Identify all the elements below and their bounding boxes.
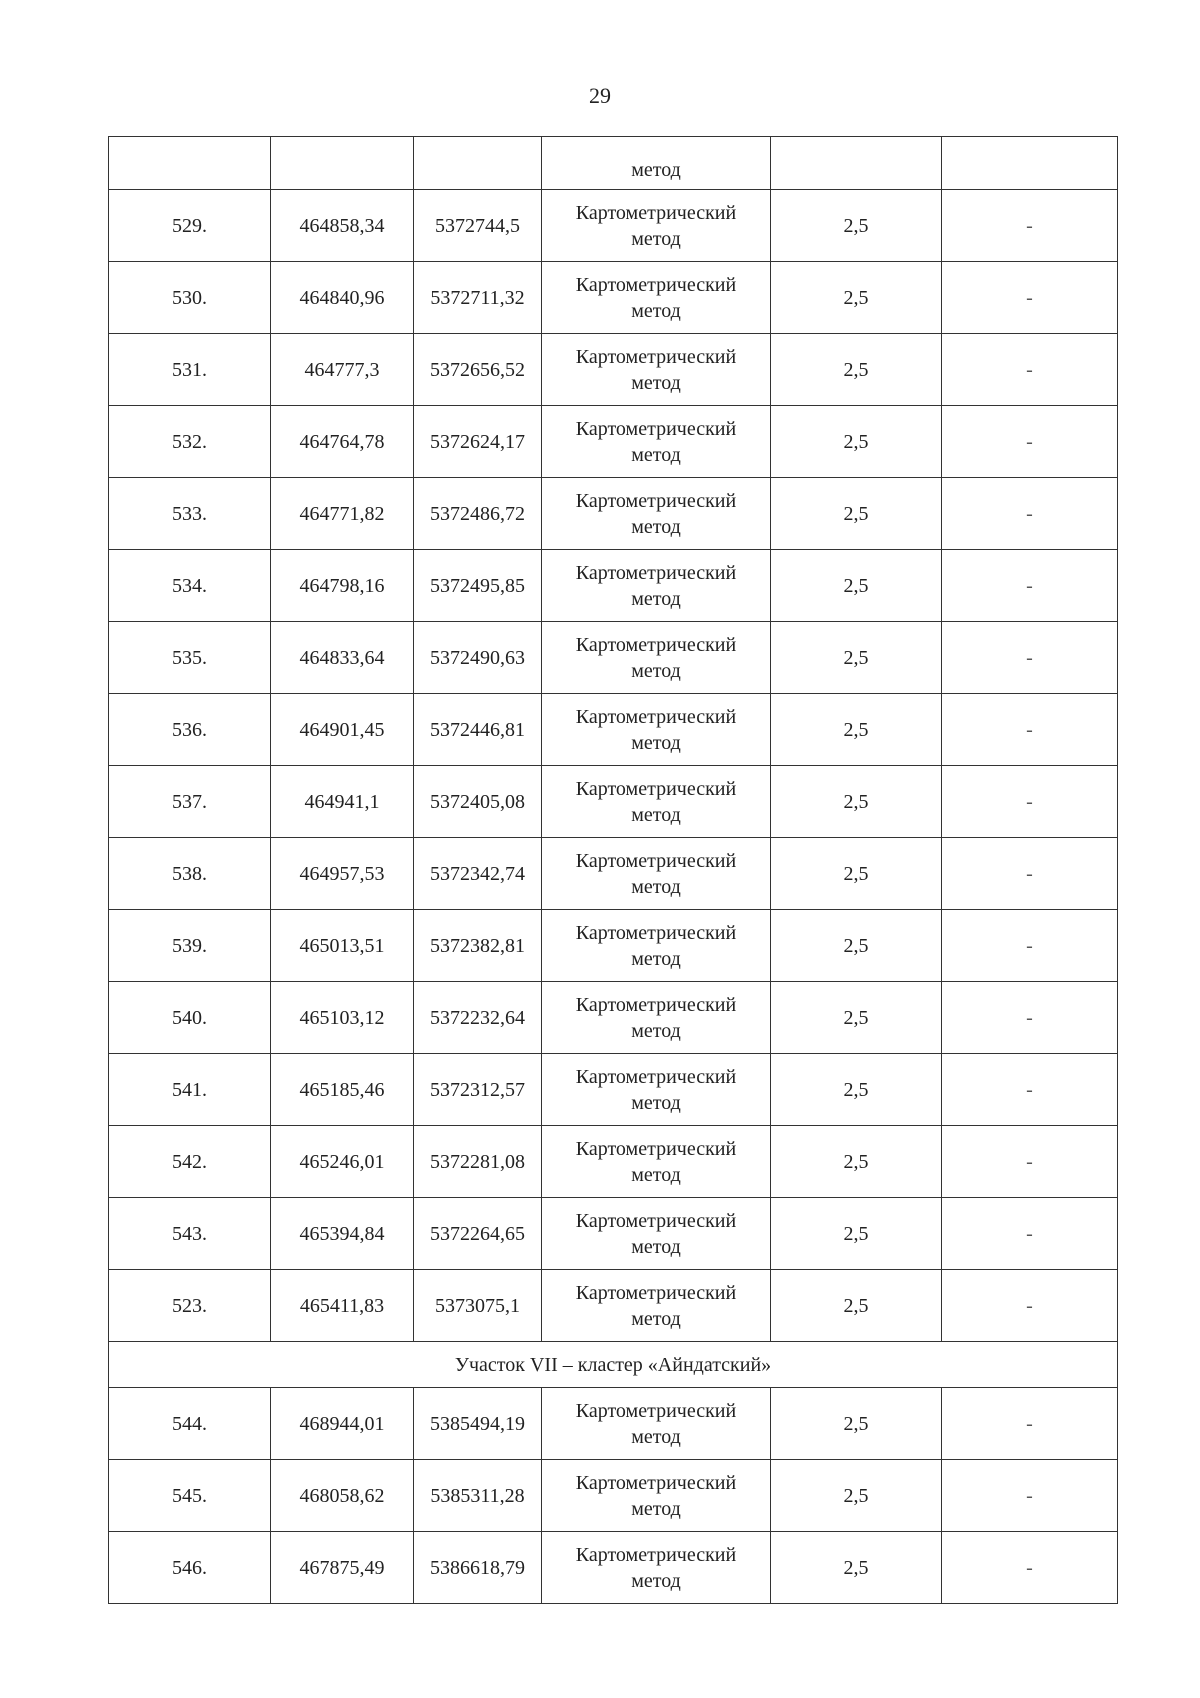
cell-point-number: 540. — [109, 982, 271, 1054]
cell-description — [942, 137, 1118, 190]
cell-x-coordinate — [271, 137, 414, 190]
table-row — [109, 1532, 1118, 1604]
method-line-2: метод — [631, 1425, 681, 1448]
cell-x-coordinate: 464901,45 — [271, 694, 414, 766]
cell-y-coordinate: 5385311,28 — [414, 1460, 542, 1532]
cell-description: - — [942, 982, 1118, 1054]
cell-point-number — [109, 137, 271, 190]
method-line-2: метод — [631, 1019, 681, 1042]
cell-x-coordinate: 465411,83 — [271, 1270, 414, 1342]
cell-x-coordinate: 465103,12 — [271, 982, 414, 1054]
table-row — [109, 550, 1118, 622]
method-line-1: Картометрический — [575, 417, 737, 440]
cell-accuracy: 2,5 — [771, 478, 942, 550]
cell-x-coordinate: 464957,53 — [271, 838, 414, 910]
cell-y-coordinate: 5386618,79 — [414, 1532, 542, 1604]
cell-point-number: 533. — [109, 478, 271, 550]
cell-point-number: 535. — [109, 622, 271, 694]
cell-y-coordinate: 5372281,08 — [414, 1126, 542, 1198]
cell-x-coordinate: 465246,01 — [271, 1126, 414, 1198]
continued-row — [109, 137, 1118, 190]
method-line-2: метод — [631, 1307, 681, 1330]
method-line-1: Картометрический — [575, 1399, 737, 1422]
table-row — [109, 478, 1118, 550]
method-line-2: метод — [631, 947, 681, 970]
section-header-row — [109, 1342, 1118, 1388]
cell-accuracy: 2,5 — [771, 982, 942, 1054]
cell-description: - — [942, 766, 1118, 838]
cell-method — [542, 406, 771, 478]
cell-description: - — [942, 910, 1118, 982]
cell-x-coordinate: 464777,3 — [271, 334, 414, 406]
cell-description: - — [942, 838, 1118, 910]
cell-y-coordinate: 5372495,85 — [414, 550, 542, 622]
cell-description: - — [942, 334, 1118, 406]
method-line-1: Картометрический — [575, 1065, 737, 1088]
cell-method — [542, 1126, 771, 1198]
cell-point-number: 523. — [109, 1270, 271, 1342]
cell-description: - — [942, 1054, 1118, 1126]
cell-y-coordinate: 5372490,63 — [414, 622, 542, 694]
method-line-1: Картометрический — [575, 849, 737, 872]
cell-accuracy: 2,5 — [771, 1460, 942, 1532]
cell-description: - — [942, 478, 1118, 550]
cell-y-coordinate: 5373075,1 — [414, 1270, 542, 1342]
cell-method — [542, 478, 771, 550]
cell-method — [542, 550, 771, 622]
table-row — [109, 910, 1118, 982]
cell-point-number: 542. — [109, 1126, 271, 1198]
cell-method — [542, 1270, 771, 1342]
cell-point-number: 534. — [109, 550, 271, 622]
method-line-2: метод — [631, 803, 681, 826]
cell-accuracy: 2,5 — [771, 910, 942, 982]
method-line-2: метод — [631, 371, 681, 394]
cell-description: - — [942, 406, 1118, 478]
cell-point-number: 532. — [109, 406, 271, 478]
method-line-1: Картометрический — [575, 561, 737, 584]
cell-x-coordinate: 464858,34 — [271, 190, 414, 262]
cell-point-number: 546. — [109, 1532, 271, 1604]
cell-method: метод — [542, 137, 771, 190]
cell-method — [542, 622, 771, 694]
cell-y-coordinate: 5372711,32 — [414, 262, 542, 334]
cell-x-coordinate: 464840,96 — [271, 262, 414, 334]
method-line-2: метод — [631, 515, 681, 538]
cell-method — [542, 910, 771, 982]
cell-accuracy: 2,5 — [771, 766, 942, 838]
cell-y-coordinate: 5372744,5 — [414, 190, 542, 262]
cell-description: - — [942, 1126, 1118, 1198]
table-row — [109, 622, 1118, 694]
cell-description: - — [942, 550, 1118, 622]
cell-point-number: 544. — [109, 1388, 271, 1460]
method-line-1: Картометрический — [575, 273, 737, 296]
method-line-1: Картометрический — [575, 201, 737, 224]
page-number: 29 — [589, 83, 611, 108]
table-row — [109, 1126, 1118, 1198]
cell-description: - — [942, 262, 1118, 334]
cell-description: - — [942, 190, 1118, 262]
cell-accuracy: 2,5 — [771, 1532, 942, 1604]
method-line-1: Картометрический — [575, 1209, 737, 1232]
method-line-1: Картометрический — [575, 1471, 737, 1494]
cell-accuracy: 2,5 — [771, 334, 942, 406]
cell-accuracy: 2,5 — [771, 406, 942, 478]
cell-accuracy: 2,5 — [771, 838, 942, 910]
cell-x-coordinate: 468058,62 — [271, 1460, 414, 1532]
cell-method — [542, 262, 771, 334]
table-row — [109, 406, 1118, 478]
cell-x-coordinate: 464764,78 — [271, 406, 414, 478]
method-line-1: Картометрический — [575, 1281, 737, 1304]
method-line-2: метод — [631, 299, 681, 322]
cell-point-number: 538. — [109, 838, 271, 910]
cell-accuracy: 2,5 — [771, 622, 942, 694]
cell-description: - — [942, 622, 1118, 694]
table-row — [109, 838, 1118, 910]
cell-y-coordinate — [414, 137, 542, 190]
cell-point-number: 543. — [109, 1198, 271, 1270]
cell-description: - — [942, 1270, 1118, 1342]
cell-y-coordinate: 5372382,81 — [414, 910, 542, 982]
cell-x-coordinate: 464833,64 — [271, 622, 414, 694]
method-line-1: Картометрический — [575, 1543, 737, 1566]
cell-description: - — [942, 1198, 1118, 1270]
method-line-1: Картометрический — [575, 489, 737, 512]
cell-accuracy: 2,5 — [771, 1388, 942, 1460]
coordinates-table — [108, 136, 1118, 1604]
table-row — [109, 334, 1118, 406]
method-line-2: метод — [631, 1235, 681, 1258]
cell-method — [542, 982, 771, 1054]
method-line-1: Картометрический — [575, 345, 737, 368]
method-line-2: метод — [631, 587, 681, 610]
method-line-2: метод — [631, 875, 681, 898]
section-title: Участок VII – кластер «Айндатский» — [109, 1342, 1118, 1388]
cell-x-coordinate: 465394,84 — [271, 1198, 414, 1270]
cell-x-coordinate: 467875,49 — [271, 1532, 414, 1604]
cell-method — [542, 1388, 771, 1460]
method-line-2: метод — [631, 227, 681, 250]
cell-point-number: 537. — [109, 766, 271, 838]
table-row — [109, 1198, 1118, 1270]
cell-point-number: 539. — [109, 910, 271, 982]
cell-method — [542, 838, 771, 910]
cell-method — [542, 1054, 771, 1126]
table-row — [109, 1270, 1118, 1342]
cell-x-coordinate: 464798,16 — [271, 550, 414, 622]
method-line-2: метод — [631, 1091, 681, 1114]
cell-method — [542, 766, 771, 838]
cell-description: - — [942, 1532, 1118, 1604]
table-row — [109, 982, 1118, 1054]
cell-y-coordinate: 5372446,81 — [414, 694, 542, 766]
cell-y-coordinate: 5385494,19 — [414, 1388, 542, 1460]
cell-method — [542, 1532, 771, 1604]
cell-y-coordinate: 5372312,57 — [414, 1054, 542, 1126]
cell-accuracy: 2,5 — [771, 1126, 942, 1198]
method-line-2: метод — [631, 1497, 681, 1520]
cell-accuracy: 2,5 — [771, 550, 942, 622]
table-body — [109, 137, 1118, 1604]
table-row — [109, 190, 1118, 262]
cell-accuracy: 2,5 — [771, 190, 942, 262]
cell-accuracy: 2,5 — [771, 1198, 942, 1270]
cell-method — [542, 190, 771, 262]
cell-accuracy: 2,5 — [771, 1270, 942, 1342]
method-line-1: Картометрический — [575, 1137, 737, 1160]
table-row — [109, 262, 1118, 334]
method-line-1: Картометрический — [575, 633, 737, 656]
cell-y-coordinate: 5372342,74 — [414, 838, 542, 910]
cell-method — [542, 1198, 771, 1270]
cell-y-coordinate: 5372264,65 — [414, 1198, 542, 1270]
cell-point-number: 531. — [109, 334, 271, 406]
method-line-1: Картометрический — [575, 993, 737, 1016]
method-line-1: Картометрический — [575, 921, 737, 944]
method-line-2: метод — [631, 1569, 681, 1592]
cell-y-coordinate: 5372405,08 — [414, 766, 542, 838]
cell-method — [542, 694, 771, 766]
cell-accuracy: 2,5 — [771, 262, 942, 334]
cell-point-number: 530. — [109, 262, 271, 334]
cell-description: - — [942, 694, 1118, 766]
method-line-1: Картометрический — [575, 705, 737, 728]
method-line-2: метод — [631, 659, 681, 682]
method-line-2: метод — [631, 731, 681, 754]
method-line-2: метод — [631, 443, 681, 466]
table-row — [109, 1388, 1118, 1460]
cell-x-coordinate: 464771,82 — [271, 478, 414, 550]
cell-description: - — [942, 1388, 1118, 1460]
cell-x-coordinate: 465013,51 — [271, 910, 414, 982]
cell-point-number: 545. — [109, 1460, 271, 1532]
cell-x-coordinate: 468944,01 — [271, 1388, 414, 1460]
cell-y-coordinate: 5372656,52 — [414, 334, 542, 406]
table-row — [109, 694, 1118, 766]
table-row — [109, 766, 1118, 838]
cell-y-coordinate: 5372624,17 — [414, 406, 542, 478]
method-line-1: Картометрический — [575, 777, 737, 800]
table-row — [109, 1054, 1118, 1126]
table-row — [109, 1460, 1118, 1532]
cell-accuracy: 2,5 — [771, 694, 942, 766]
cell-method — [542, 334, 771, 406]
cell-x-coordinate: 465185,46 — [271, 1054, 414, 1126]
cell-point-number: 529. — [109, 190, 271, 262]
method-line-2: метод — [631, 1163, 681, 1186]
cell-description: - — [942, 1460, 1118, 1532]
cell-accuracy: 2,5 — [771, 1054, 942, 1126]
cell-point-number: 536. — [109, 694, 271, 766]
cell-y-coordinate: 5372486,72 — [414, 478, 542, 550]
cell-y-coordinate: 5372232,64 — [414, 982, 542, 1054]
cell-accuracy — [771, 137, 942, 190]
cell-point-number: 541. — [109, 1054, 271, 1126]
cell-x-coordinate: 464941,1 — [271, 766, 414, 838]
cell-method — [542, 1460, 771, 1532]
